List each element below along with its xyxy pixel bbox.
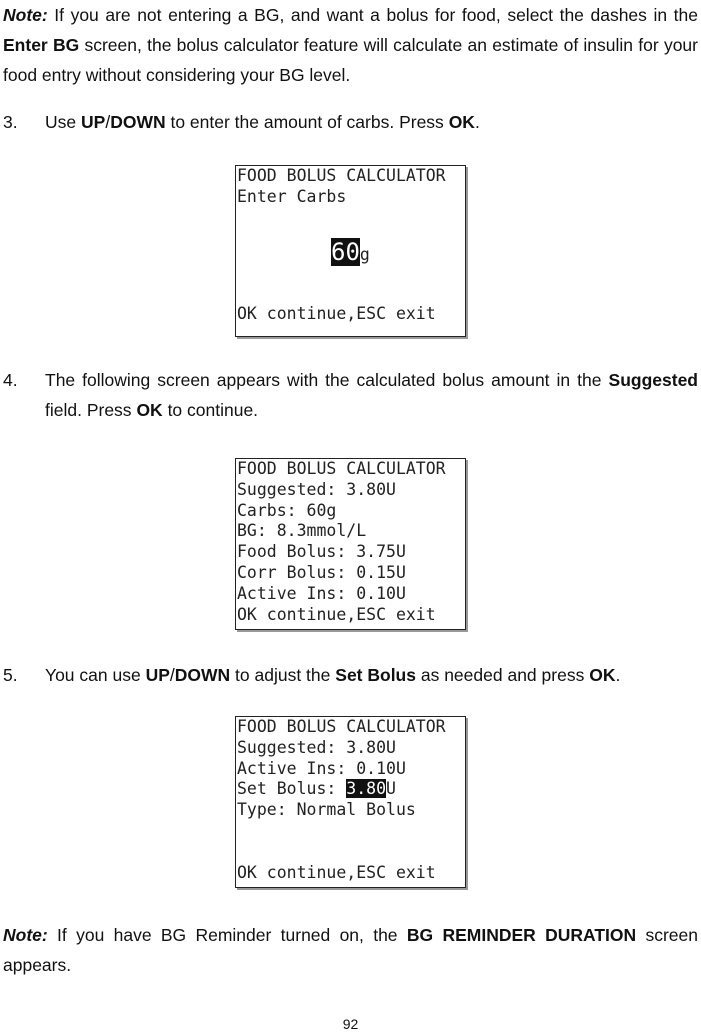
screen-footer: OK continue,ESC exit [237,862,436,882]
step-3 [3,107,698,137]
screen-line-set-bolus: Set Bolus: 3.80U [237,779,396,799]
screen-line-carbs: Carbs: 60g [237,500,337,520]
screen-line-active-ins: Active Ins: 0.10U [237,583,406,603]
carbs-entry [236,237,465,272]
screen-footer: OK continue,ESC exit [237,604,436,624]
screen-prompt: Enter Carbs [237,186,347,206]
note-label: Note: [3,5,48,25]
step-text: Use UP/DOWN to enter the amount of carbs. Press OK. [45,112,480,132]
device-screen-set-bolus [235,716,466,888]
screen-line-corr-bolus: Corr Bolus: 0.15U [237,562,406,582]
page-number: 92 [342,1016,359,1032]
screen-title: FOOD BOLUS CALCULATOR [237,459,446,478]
screen-line-food-bolus: Food Bolus: 3.75U [237,542,406,562]
step-text: You can use UP/DOWN to adjust the Set Bolus as needed and press OK. [45,665,621,685]
screen-title: FOOD BOLUS CALCULATOR [237,166,446,185]
note-paragraph-2: Note: If you have BG Reminder turned on, the BG REMINDER DURATION screen appears. [3,925,699,975]
device-screen-enter-carbs [235,165,466,337]
carbs-unit: g [359,244,370,264]
screen-line-bg: BG: 8.3mmol/L [237,521,367,541]
note-paragraph-1: Note: If you are not entering a BG, and want a bolus for food, select the dashes in the Enter BG screen, the bolus calculator feature will calculate an estimate of insulin for your food entry without considering your BG level. [3,5,698,85]
step-text: The following screen appears with the calculated bolus amount in the Suggested field. Press OK to continue. [45,370,698,420]
set-bolus-value: 3.80 [346,779,387,799]
screen-footer: OK continue,ESC exit [237,303,436,323]
step-5 [3,660,698,690]
screen-line-suggested: Suggested: 3.80U [237,479,396,499]
step-number: 3. [3,112,18,132]
screen-line-suggested: Suggested: 3.80U [237,737,396,757]
device-screen-suggested-bolus [235,458,466,630]
step-4 [3,365,698,425]
screen-line-type: Type: Normal Bolus [237,800,416,820]
step-number: 4. [3,370,18,390]
screen-title: FOOD BOLUS CALCULATOR [237,717,446,736]
note-label: Note: [3,925,48,945]
step-number: 5. [3,665,18,685]
carbs-value: 60 [331,237,360,266]
screen-line-active-ins: Active Ins: 0.10U [237,758,406,778]
